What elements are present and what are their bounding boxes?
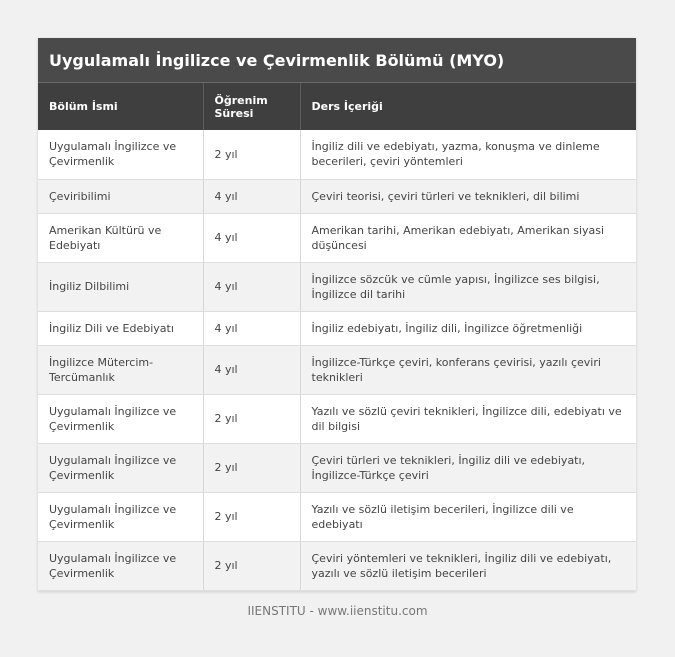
cell-content: Yazılı ve sözlü çeviri teknikleri, İngilizce dili, edebiyatı ve dil bilgisi	[300, 394, 636, 443]
table-header	[38, 83, 636, 130]
cell-department: Uygulamalı İngilizce ve Çevirmenlik	[38, 394, 203, 443]
cell-department: İngilizce Mütercim-Tercümanlık	[38, 345, 203, 394]
table-row	[38, 541, 636, 590]
table-row	[38, 262, 636, 311]
cell-content: İngilizce-Türkçe çeviri, konferans çevirisi, yazılı çeviri teknikleri	[300, 345, 636, 394]
table-row	[38, 130, 636, 179]
cell-duration: 4 yıl	[203, 262, 300, 311]
cell-content: İngiliz edebiyatı, İngiliz dili, İngilizce öğretmenliği	[300, 311, 636, 345]
header-cell-department: Bölüm İsmi	[38, 83, 203, 130]
cell-duration: 2 yıl	[203, 394, 300, 443]
table-title: Uygulamalı İngilizce ve Çevirmenlik Bölümü (MYO)	[38, 38, 636, 83]
cell-duration: 4 yıl	[203, 311, 300, 345]
data-table	[38, 83, 636, 591]
cell-department: Uygulamalı İngilizce ve Çevirmenlik	[38, 130, 203, 179]
cell-duration: 4 yıl	[203, 179, 300, 213]
table-body	[38, 130, 636, 590]
footer-credit: IIENSTITU - www.iienstitu.com	[247, 604, 428, 618]
cell-department: Çeviribilimi	[38, 179, 203, 213]
cell-duration: 2 yıl	[203, 443, 300, 492]
cell-department: İngiliz Dilbilimi	[38, 262, 203, 311]
cell-duration: 2 yıl	[203, 541, 300, 590]
cell-duration: 2 yıl	[203, 130, 300, 179]
table-row	[38, 394, 636, 443]
table-row	[38, 179, 636, 213]
table-card	[38, 38, 636, 591]
cell-content: İngilizce sözcük ve cümle yapısı, İngilizce ses bilgisi, İngilizce dil tarihi	[300, 262, 636, 311]
cell-department: Amerikan Kültürü ve Edebiyatı	[38, 213, 203, 262]
cell-department: Uygulamalı İngilizce ve Çevirmenlik	[38, 443, 203, 492]
cell-content: Amerikan tarihi, Amerikan edebiyatı, Amerikan siyasi düşüncesi	[300, 213, 636, 262]
header-row	[38, 83, 636, 130]
table-row	[38, 345, 636, 394]
cell-duration: 4 yıl	[203, 213, 300, 262]
cell-content: İngiliz dili ve edebiyatı, yazma, konuşma ve dinleme becerileri, çeviri yöntemleri	[300, 130, 636, 179]
table-row	[38, 492, 636, 541]
cell-department: İngiliz Dili ve Edebiyatı	[38, 311, 203, 345]
table-row	[38, 213, 636, 262]
table-row	[38, 443, 636, 492]
cell-content: Çeviri türleri ve teknikleri, İngiliz dili ve edebiyatı, İngilizce-Türkçe çeviri	[300, 443, 636, 492]
header-cell-content: Ders İçeriği	[300, 83, 636, 130]
cell-duration: 4 yıl	[203, 345, 300, 394]
cell-content: Yazılı ve sözlü iletişim becerileri, İngilizce dili ve edebiyatı	[300, 492, 636, 541]
cell-content: Çeviri teorisi, çeviri türleri ve teknikleri, dil bilimi	[300, 179, 636, 213]
header-cell-duration: Öğrenim Süresi	[203, 83, 300, 130]
cell-content: Çeviri yöntemleri ve teknikleri, İngiliz dili ve edebiyatı, yazılı ve sözlü iletişim becerileri	[300, 541, 636, 590]
cell-department: Uygulamalı İngilizce ve Çevirmenlik	[38, 492, 203, 541]
cell-department: Uygulamalı İngilizce ve Çevirmenlik	[38, 541, 203, 590]
cell-duration: 2 yıl	[203, 492, 300, 541]
table-row	[38, 311, 636, 345]
